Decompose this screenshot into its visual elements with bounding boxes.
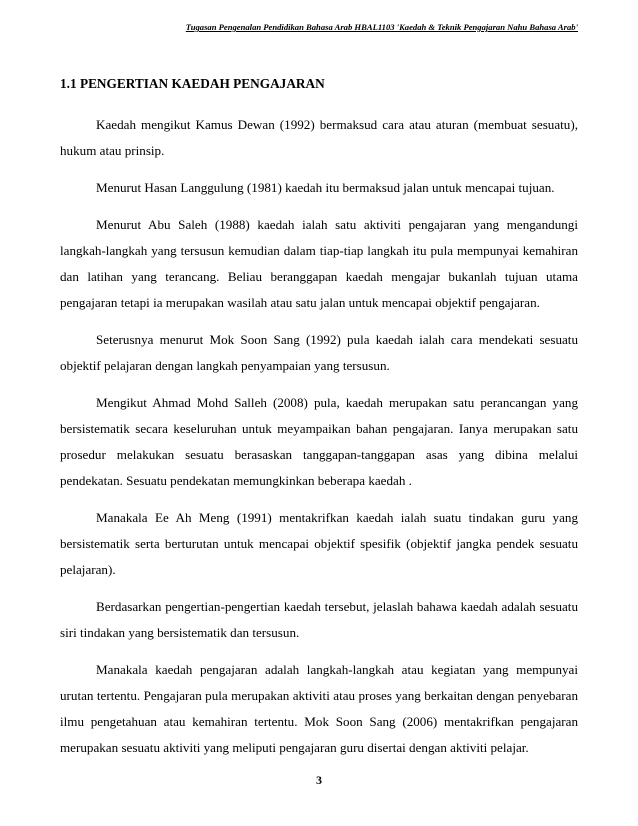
paragraph: Mengikut Ahmad Mohd Salleh (2008) pula, kaedah merupakan satu perancangan yang bersistematik secara keseluruhan untuk meyampaikan bahan pengajaran. Ianya merupakan satu prosedur melakukan sesuatu berasaskan tanggapan-tanggapan asas yang dibina melalui pendekatan. Sesuatu pendekatan memungkinkan beberapa kaedah . <box>60 395 578 488</box>
paragraph: Kaedah mengikut Kamus Dewan (1992) bermaksud cara atau aturan (membuat sesuatu), hukum atau prinsip. <box>60 117 578 158</box>
paragraph: Menurut Hasan Langgulung (1981) kaedah itu bermaksud jalan untuk mencapai tujuan. <box>96 180 555 195</box>
body-text <box>60 112 578 772</box>
page-number: 3 <box>316 773 322 787</box>
paragraph: Manakala kaedah pengajaran adalah langkah-langkah atau kegiatan yang mempunyai urutan tertentu. Pengajaran pula merupakan aktiviti atau proses yang berkaitan dengan penyebaran ilmu pengetahuan atau kemahiran tertentu. Mok Soon Sang (2006) mentakrifkan pengajaran merupakan sesuatu aktiviti yang meliputi pengajaran guru disertai dengan aktiviti pelajar. <box>60 662 578 755</box>
paragraph: Berdasarkan pengertian-pengertian kaedah tersebut, jelaslah bahawa kaedah adalah sesuatu siri tindakan yang bersistematik dan tersusun. <box>60 599 578 640</box>
section-heading: 1.1 PENGERTIAN KAEDAH PENGAJARAN <box>60 76 325 91</box>
paragraph: Manakala Ee Ah Meng (1991) mentakrifkan kaedah ialah suatu tindakan guru yang bersistematik serta berturutan untuk mencapai objektif spesifik (objektif jangka pendek sesuatu pelajaran). <box>60 510 578 577</box>
paragraph: Seterusnya menurut Mok Soon Sang (1992) pula kaedah ialah cara mendekati sesuatu objektif pelajaran dengan langkah penyampaian yang tersusun. <box>60 332 578 373</box>
paragraph: Menurut Abu Saleh (1988) kaedah ialah satu aktiviti pengajaran yang mengandungi langkah-langkah yang tersusun kemudian dalam tiap-tiap langkah itu pula mempunyai kemahiran dan latihan yang terancang. Beliau beranggapan kaedah mengajar bukanlah tujuan utama pengajaran tetapi ia merupakan wasilah atau satu jalan untuk mencapai objektif pengajaran. <box>60 217 578 310</box>
running-header: Tugasan Pengenalan Pendidikan Bahasa Arab HBAL1103 'Kaedah & Teknik Pengajaran Nahu Bahasa Arab' <box>185 22 578 32</box>
